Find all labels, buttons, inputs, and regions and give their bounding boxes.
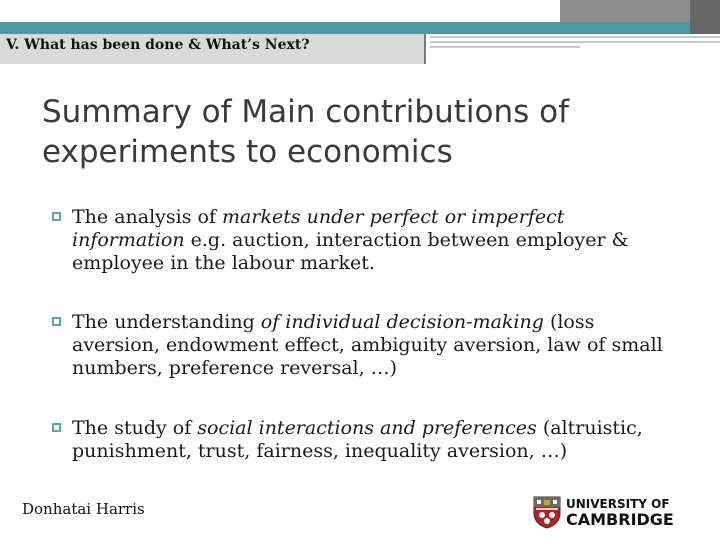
section-label: V. What has been done & What’s Next? <box>6 37 310 53</box>
header-accent-bar <box>0 22 720 34</box>
bullet-square-icon <box>52 423 61 432</box>
section-tab <box>0 34 426 64</box>
bullet-list <box>52 206 672 499</box>
bullet-text: (altruistic, punishment, trust, fairness, inequality aversion, …) <box>72 416 643 462</box>
slide-title: Summary of Main contributions of experiments to economics <box>42 94 570 171</box>
header-dark-block <box>690 0 720 34</box>
logo-text-line1: UNIVERSITY OF <box>566 497 670 511</box>
presenter-name: Donhatai Harris <box>22 500 145 518</box>
header-decorative-lines <box>430 34 720 50</box>
bullet-square-icon <box>52 212 61 221</box>
bullet-emphasis: social interactions and preferences <box>197 416 537 439</box>
university-logo <box>532 494 682 530</box>
bullet-text: e.g. auction, interaction between employer & employee in the labour market. <box>72 228 629 274</box>
cambridge-crest-icon <box>532 495 562 529</box>
bullet-text: The study of <box>72 416 198 439</box>
bullet-text: The analysis of <box>72 206 223 228</box>
bullet-text: (loss aversion, endowment effect, ambiguity aversion, law of small numbers, preference reversal, …) <box>72 311 663 379</box>
bullet-item <box>52 311 672 379</box>
bullet-square-icon <box>52 317 61 326</box>
bullet-item <box>52 206 672 274</box>
bullet-text: The understanding <box>72 311 261 334</box>
bullet-emphasis: of individual decision-making <box>260 311 544 334</box>
logo-text-line2: CAMBRIDGE <box>566 510 674 529</box>
bullet-emphasis: markets under perfect or imperfect information <box>72 206 565 251</box>
bullet-item <box>52 417 672 463</box>
